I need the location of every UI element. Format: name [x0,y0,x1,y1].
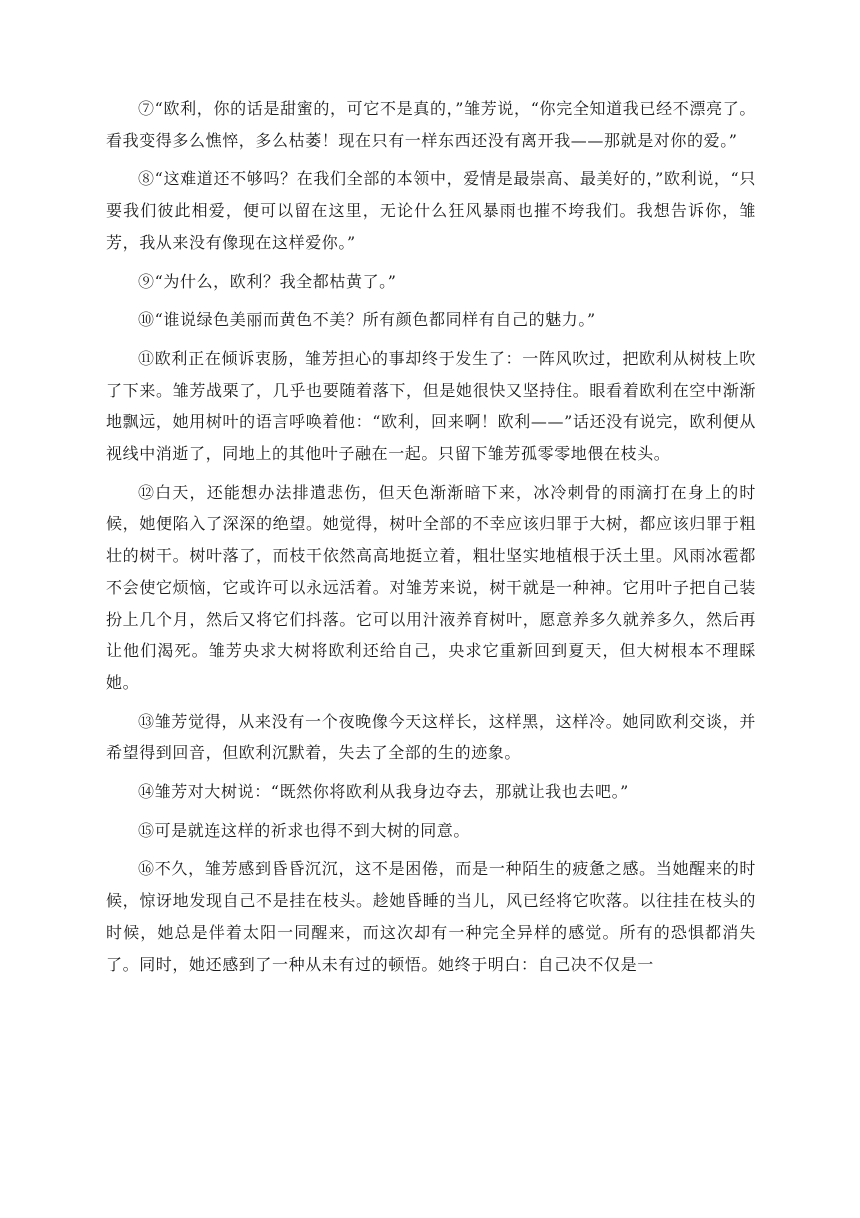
paragraph-7: ⑦“欧利，你的话是甜蜜的，可它不是真的，”雏芳说，“你完全知道我已经不漂亮了。看我变得多么憔悴，多么枯萎！现在只有一样东西还没有离开我——那就是对你的爱。” [106,99,756,150]
paragraph-8: ⑧“这难道还不够吗？在我们全部的本领中，爱情是最崇高、最美好的，”欧利说，“只要我们彼此相爱，便可以留在这里，无论什么狂风暴雨也摧不垮我们。我想告诉你，雏芳，我从来没有像现在这样爱你。” [106,169,756,252]
document-body [106,93,756,980]
paragraph-13: ⑬雏芳觉得，从来没有一个夜晚像今天这样长，这样黑，这样冷。她同欧利交谈，并希望得到回音，但欧利沉默着，失去了全部的生的迹象。 [106,711,756,763]
paragraph-10: ⑩“谁说绿色美丽而黄色不美？所有颜色都同样有自己的魅力。” [138,310,596,330]
paragraph-9: ⑨“为什么，欧利？我全都枯黄了。” [138,271,397,291]
paragraph-15: ⑮可是就连这样的祈求也得不到大树的同意。 [138,820,471,840]
paragraph-14: ⑭雏芳对大树说：“既然你将欧利从我身边夺去，那就让我也去吧。” [138,782,629,802]
paragraph-12: ⑫白天，还能想办法排遣悲伤，但天色渐渐暗下来，冰冷刺骨的雨滴打在身上的时候，她便陷入了深深的绝望。她觉得，树叶全部的不幸应该归罪于大树，都应该归罪于粗壮的树干。树叶落了，而枝干依然高高地挺立着，粗壮坚实地植根于沃土里。风雨冰雹都不会使它烦恼，它或许可以永远活着。对雏芳来说，树干就是一种神。它用叶子把自己装扮上几个月，然后又将它们抖落。它可以用汁液养育树叶，愿意养多久就养多久，然后再让他们渴死。雏芳央求大树将欧利还给自己，央求它重新回到夏天，但大树根本不理睬她。 [106,482,756,692]
paragraph-11: ⑪欧利正在倾诉衷肠，雏芳担心的事却终于发生了：一阵风吹过，把欧利从树枝上吹了下来。雏芳战栗了，几乎也要随着落下，但是她很快又坚持住。眼看着欧利在空中渐渐地飘远，她用树叶的语言呼唤着他：“欧利，回来啊！欧利——”话还没有说完，欧利便从视线中消逝了，同地上的其他叶子融在一起。只留下雏芳孤零零地偎在枝头。 [106,348,756,464]
paragraph-16: ⑯不久，雏芳感到昏昏沉沉，这不是困倦，而是一种陌生的疲惫之感。当她醒来的时候，惊讶地发现自己不是挂在枝头。趁她昏睡的当儿，风已经将它吹落。以往挂在枝头的时候，她总是伴着太阳一同醒来，而这次却有一种完全异样的感觉。所有的恐惧都消失了。同时，她还感到了一种从未有过的顿悟。她终于明白：自己决不仅是一 [106,859,756,974]
